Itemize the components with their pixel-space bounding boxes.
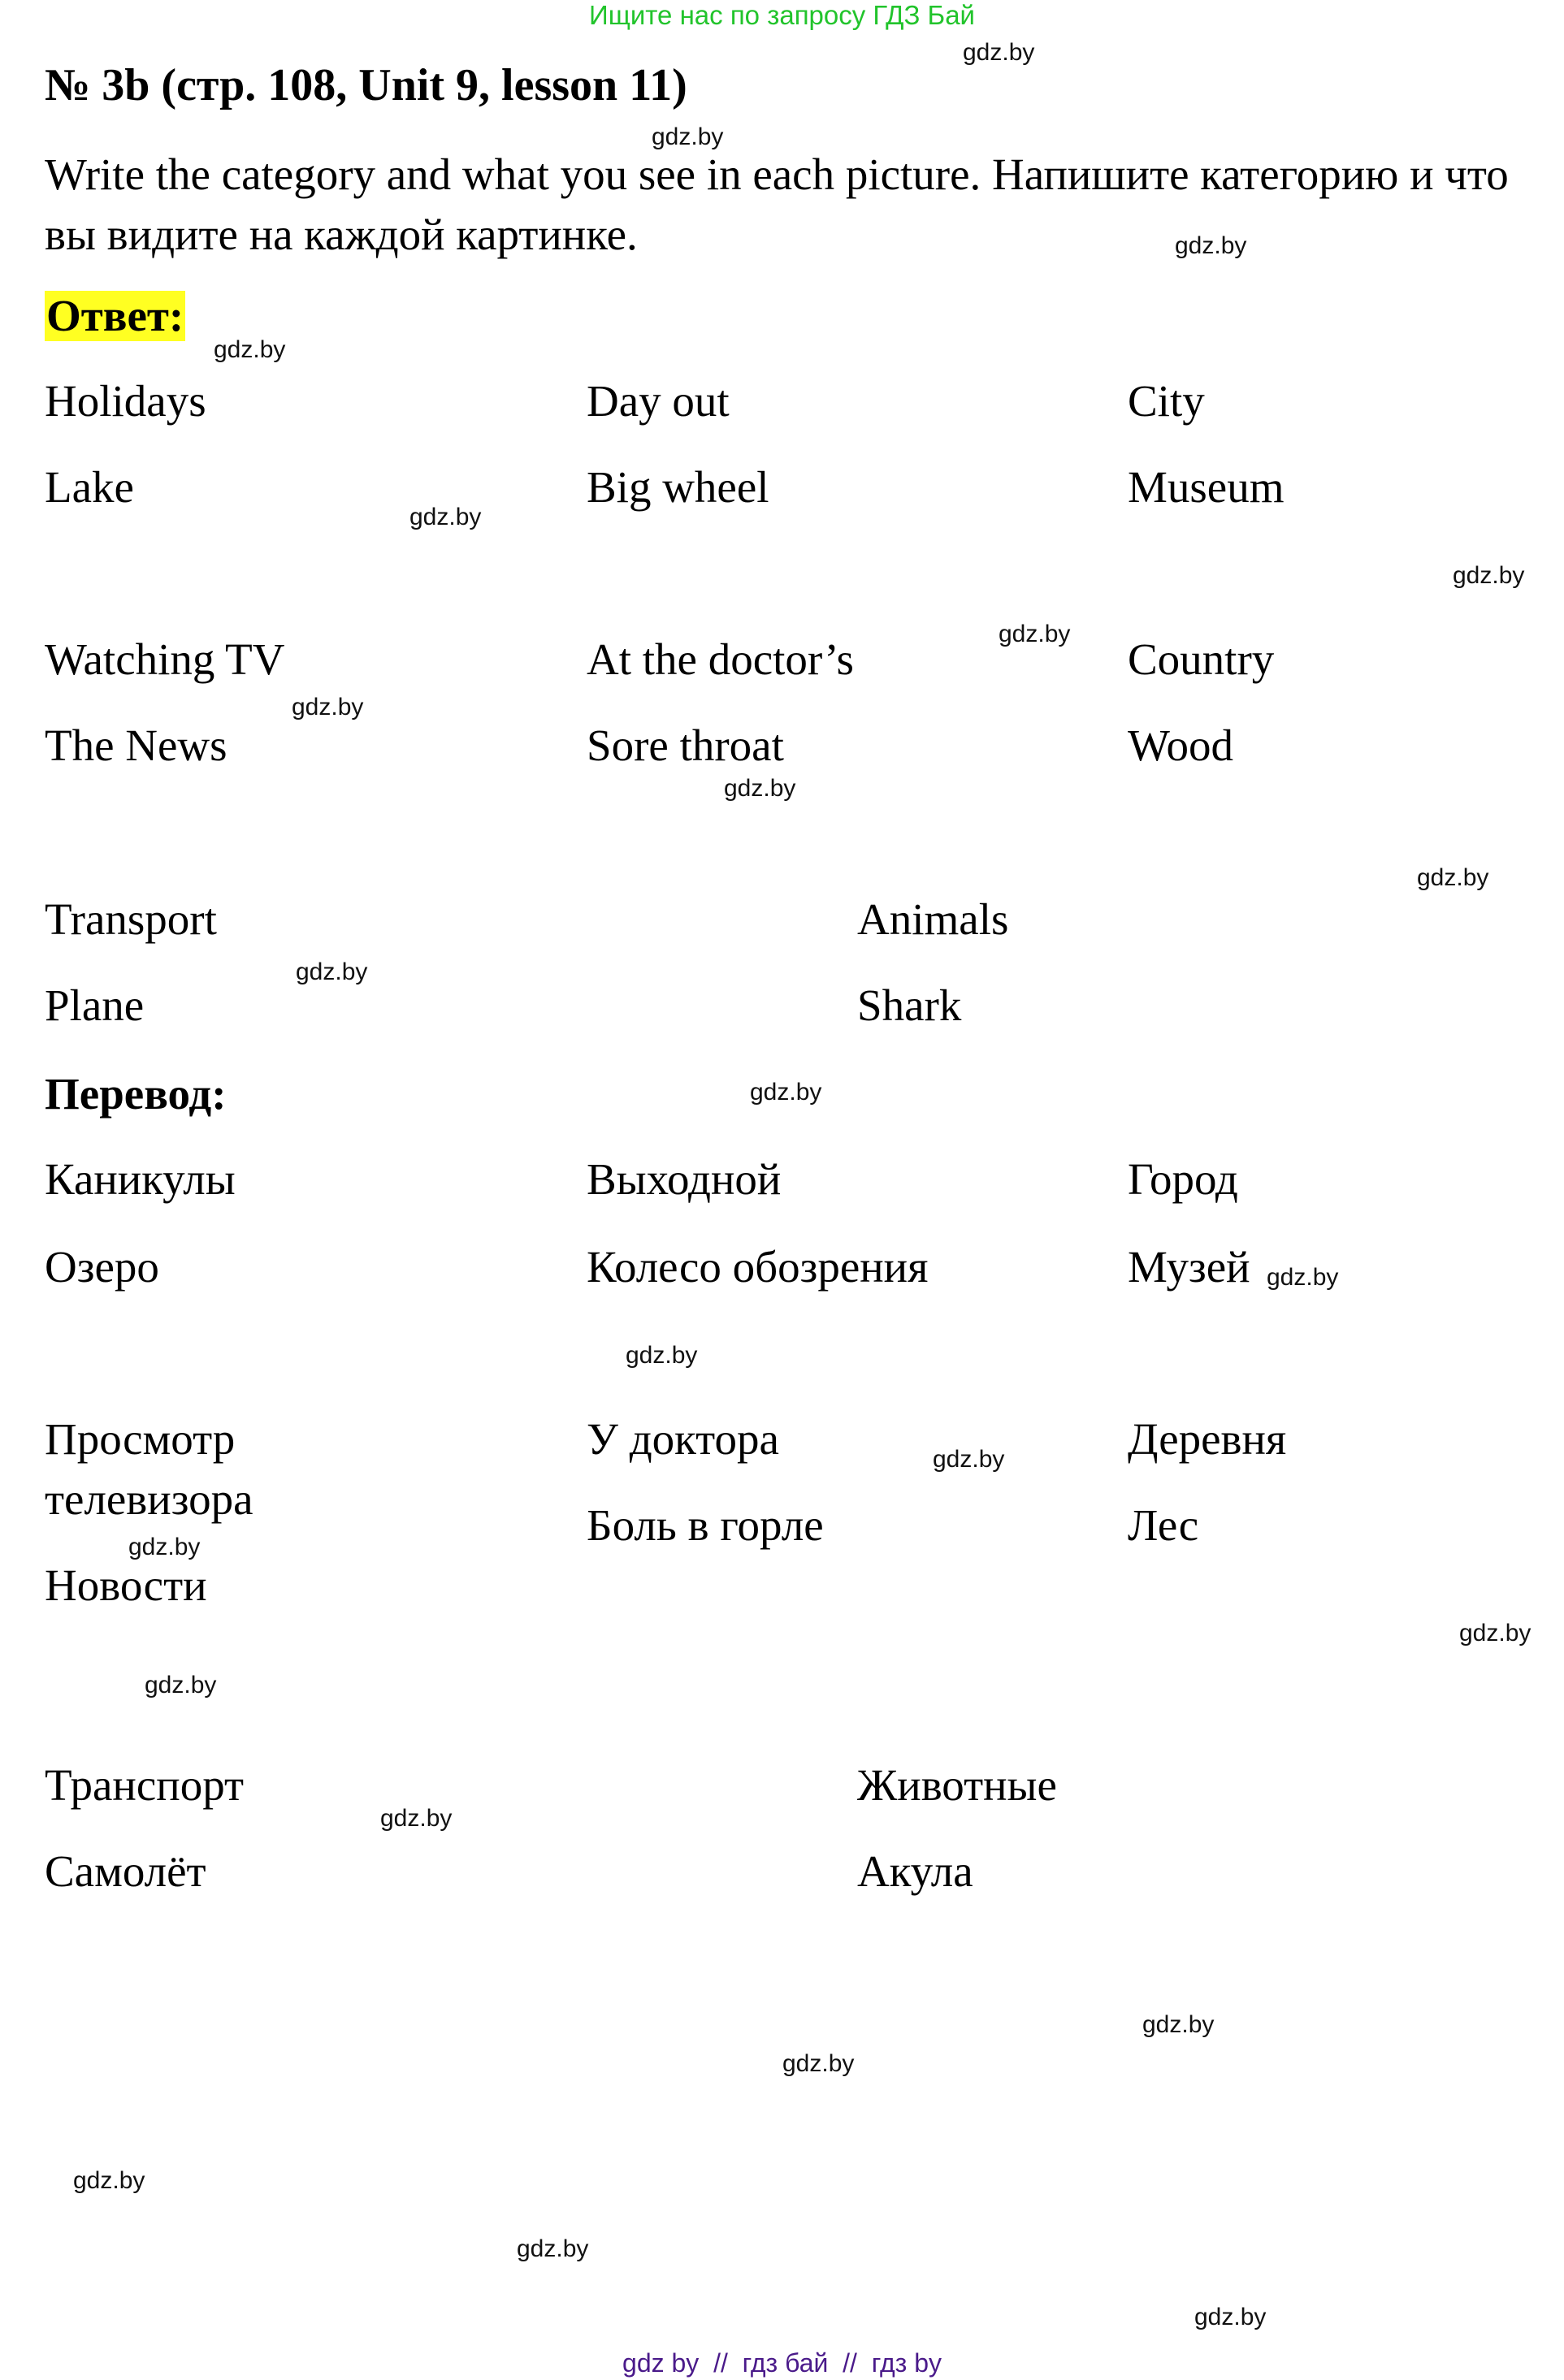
watermark: gdz.by [1267, 1264, 1339, 1291]
watermark: gdz.by [1175, 232, 1247, 259]
watermark: gdz.by [1453, 562, 1525, 589]
watermark: gdz.by [724, 775, 796, 802]
watermark: gdz.by [1142, 2011, 1215, 2038]
watermark: gdz.by [782, 2050, 855, 2077]
translation-label: Перевод: [45, 1069, 227, 1119]
answer-item: Shark [857, 980, 962, 1030]
answer-category: Animals [857, 894, 1009, 944]
watermark: gdz.by [1459, 1620, 1532, 1647]
watermark: gdz.by [1417, 864, 1489, 891]
answer-label: Ответ: [46, 291, 184, 340]
answer-item: Sore throat [587, 720, 784, 770]
translation-item: Музей [1128, 1242, 1250, 1292]
watermark: gdz.by [999, 621, 1071, 647]
answer-category: At the doctor’s [587, 634, 854, 684]
watermark: gdz.by [517, 2235, 589, 2262]
answer-category: Transport [45, 894, 217, 944]
footer-links: gdz by // гдз бай // гдз by [622, 2348, 942, 2378]
translation-category: Деревня [1128, 1414, 1287, 1464]
watermark: gdz.by [380, 1805, 453, 1832]
watermark: gdz.by [1194, 2304, 1267, 2330]
translation-category: Город [1128, 1154, 1238, 1204]
translation-category: Выходной [587, 1154, 782, 1204]
watermark: gdz.by [933, 1446, 1005, 1473]
answer-item: Lake [45, 462, 134, 512]
translation-category: Каникулы [45, 1154, 236, 1204]
translation-item: Лес [1128, 1500, 1199, 1550]
answer-item: Big wheel [587, 462, 769, 512]
watermark: gdz.by [73, 2167, 145, 2194]
translation-item: Озеро [45, 1242, 159, 1292]
translation-category-line2: телевизора [45, 1474, 253, 1524]
translation-item: Самолёт [45, 1846, 206, 1896]
answer-category: City [1128, 376, 1205, 426]
watermark: gdz.by [626, 1342, 698, 1369]
translation-category: Транспорт [45, 1760, 245, 1810]
answer-category: Watching TV [45, 634, 285, 684]
exercise-title: № 3b (стр. 108, Unit 9, lesson 11) [45, 60, 687, 110]
watermark: gdz.by [652, 123, 724, 150]
translation-item: Новости [45, 1560, 207, 1610]
watermark: gdz.by [214, 336, 286, 363]
answer-item: The News [45, 720, 227, 770]
answer-category: Day out [587, 376, 730, 426]
translation-category: Животные [857, 1760, 1057, 1810]
watermark: gdz.by [296, 958, 368, 985]
translation-item: Колесо обозрения [587, 1242, 929, 1292]
translation-category: У доктора [587, 1414, 779, 1464]
watermark: gdz.by [128, 1534, 201, 1560]
watermark: gdz.by [409, 504, 482, 530]
watermark: gdz.by [292, 694, 364, 720]
translation-item: Акула [857, 1846, 973, 1896]
search-banner: Ищите нас по запросу ГДЗ Бай [589, 0, 975, 30]
task-instruction: Write the category and what you see in each picture. Напишите категорию и что вы видите на каждой картинке. [45, 149, 1509, 259]
watermark: gdz.by [750, 1079, 822, 1106]
watermark: gdz.by [963, 39, 1035, 66]
answer-category: Holidays [45, 376, 206, 426]
answer-item: Wood [1128, 720, 1234, 770]
answer-item: Museum [1128, 462, 1285, 512]
answer-item: Plane [45, 980, 145, 1030]
translation-category-line1: Просмотр [45, 1414, 236, 1464]
answer-category: Country [1128, 634, 1275, 684]
translation-item: Боль в горле [587, 1500, 824, 1550]
watermark: gdz.by [145, 1672, 217, 1698]
